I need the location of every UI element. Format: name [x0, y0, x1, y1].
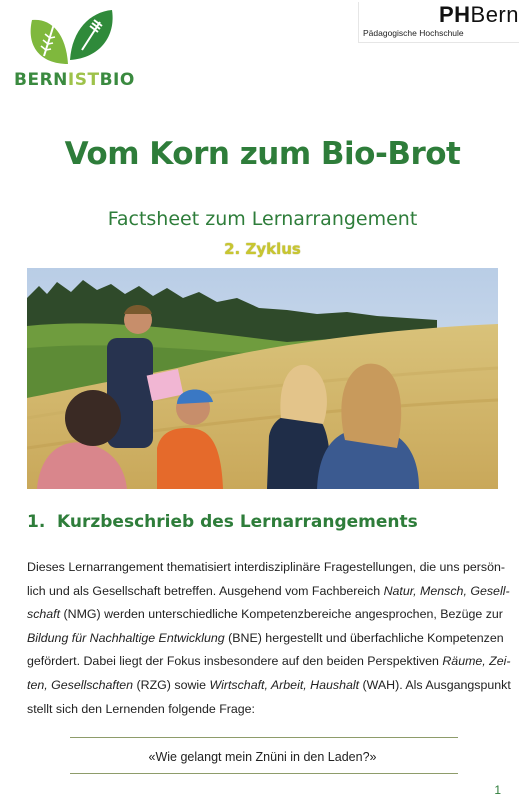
body-line: lich und als Gesellschaft betreffen. Ausgehend vom Fachbereich Natur, Mensch, Gesell-	[27, 583, 510, 598]
leaf-logo-icon	[20, 6, 116, 68]
body-line: schaft (NMG) werden unterschiedliche Kompetenzbereiche angesprochen, Bezüge zur	[27, 607, 503, 622]
body-line: Bildung für Nachhaltige Entwicklung (BNE) hergestellt und überfachliche Kompetenzen	[27, 630, 504, 645]
body-line: Dieses Lernarrangement thematisiert interdisziplinäre Fragestellungen, die uns persön-	[27, 560, 505, 574]
phbern-wordmark: PHBern	[438, 2, 519, 27]
page-title: Vom Korn zum Bio-Brot	[64, 136, 461, 172]
page-number: 1	[494, 783, 501, 797]
body-paragraph	[27, 556, 511, 721]
section-title: Kurzbeschrieb des Lernarrangements	[57, 512, 418, 532]
body-line: gefördert. Dabei liegt der Fokus insbesondere auf den beiden Perspektiven Räume, Zei-	[27, 654, 511, 669]
cycle-label: 2. Zyklus	[224, 240, 301, 258]
quote-top-rule	[70, 737, 458, 738]
bernistbio-logo	[14, 6, 135, 92]
logo-wordmark: BERNISTBIO	[14, 70, 135, 90]
wheat-field-photo	[27, 268, 498, 489]
quote-bottom-rule	[70, 773, 458, 774]
phbern-subtitle: Pädagogische Hochschule	[363, 28, 464, 38]
guiding-question: «Wie gelangt mein Znüni in den Laden?»	[148, 750, 377, 764]
phbern-logo	[358, 2, 519, 43]
body-line: ten, Gesellschaften (RZG) sowie Wirtschaft, Arbeit, Haushalt (WAH). Als Ausgangspunkt	[27, 677, 511, 692]
section-number: 1.	[27, 512, 46, 532]
page-subtitle: Factsheet zum Lernarrangement	[107, 208, 418, 230]
section-heading	[27, 512, 418, 532]
body-line: stellt sich den Lernenden folgende Frage:	[27, 701, 256, 716]
